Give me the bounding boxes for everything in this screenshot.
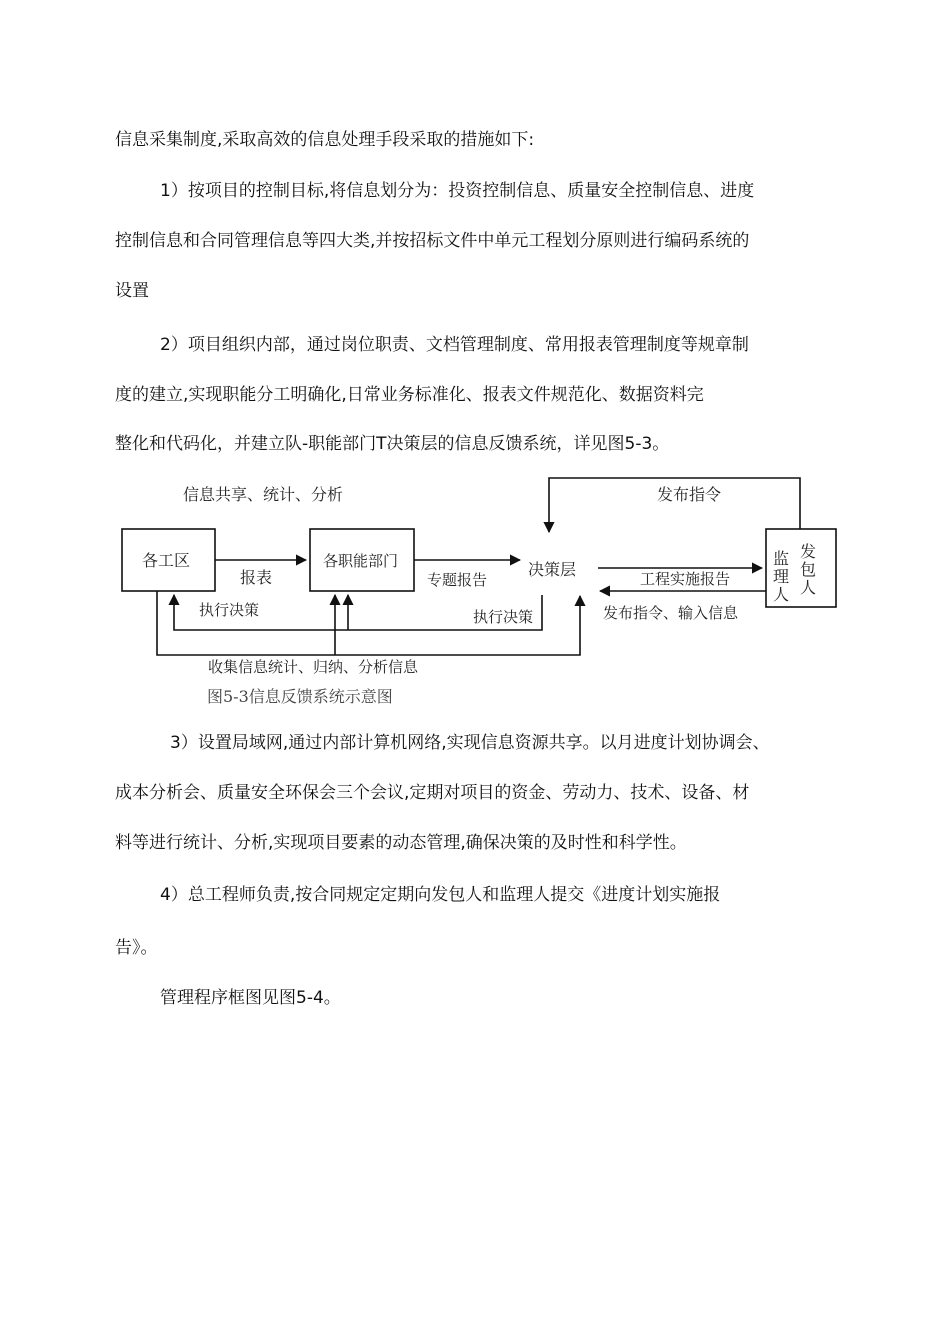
paragraph-1-line-3: 设置: [115, 281, 149, 301]
paragraph-3-line-3: 料等进行统计、分析,实现项目要素的动态管理,确保决策的及时性和科学性。: [115, 833, 687, 853]
figure-caption: 图5-3信息反馈系统示意图: [207, 687, 393, 706]
paragraph-1-line-2: 控制信息和合同管理信息等四大类,并按招标文件中单元工程划分原则进行编码系统的: [115, 231, 750, 251]
paragraph-4-line-1: 4）总工程师负责,按合同规定定期向发包人和监理人提交《进度计划实施报: [160, 885, 721, 905]
departments-label: 各职能部门: [323, 552, 399, 570]
info-feedback-diagram: [0, 470, 950, 720]
employer-label: 发包人: [797, 543, 817, 597]
paragraph-2-line-3: 整化和代码化，并建立队-职能部门T决策层的信息反馈系统，详见图5-3。: [115, 434, 670, 454]
execute-left-label: 执行决策: [199, 601, 260, 619]
collect-label: 收集信息统计、归纳、分析信息: [208, 658, 419, 676]
report-label: 报表: [240, 568, 273, 587]
paragraph-2-line-2: 度的建立,实现职能分工明确化,日常业务标准化、报表文件规范化、数据资料完: [115, 385, 704, 405]
paragraph-3-line-2: 成本分析会、质量安全环保会三个会议,定期对项目的资金、劳动力、技术、设备、材: [115, 783, 750, 803]
paragraph-2-line-1: 2）项目组织内部，通过岗位职责、文档管理制度、常用报表管理制度等规章制: [160, 335, 749, 355]
special-report-label: 专题报告: [427, 571, 488, 589]
paragraph-1-line-1: 1）按项目的控制目标,将信息划分为：投资控制信息、质量安全控制信息、进度: [160, 181, 755, 201]
paragraph-4-line-2: 告》。: [115, 938, 158, 958]
publish-input-label: 发布指令、输入信息: [603, 604, 739, 622]
impl-report-label: 工程实施报告: [640, 570, 731, 588]
execute-right-label: 执行决策: [473, 608, 534, 626]
paragraph-5: 管理程序框图见图5-4。: [160, 988, 341, 1008]
publish-top-label: 发布指令: [657, 485, 722, 504]
supervisor-label: 监理人: [770, 550, 790, 604]
paragraph-intro: 信息采集制度,采取高效的信息处理手段采取的措施如下:: [115, 130, 535, 150]
paragraph-3-line-1: 3）设置局域网,通过内部计算机网络,实现信息资源共享。以月进度计划协调会、: [170, 733, 770, 753]
top-share-label: 信息共享、统计、分析: [183, 485, 344, 504]
decision-layer-label: 决策层: [528, 560, 577, 579]
work-area-label: 各工区: [142, 551, 191, 570]
